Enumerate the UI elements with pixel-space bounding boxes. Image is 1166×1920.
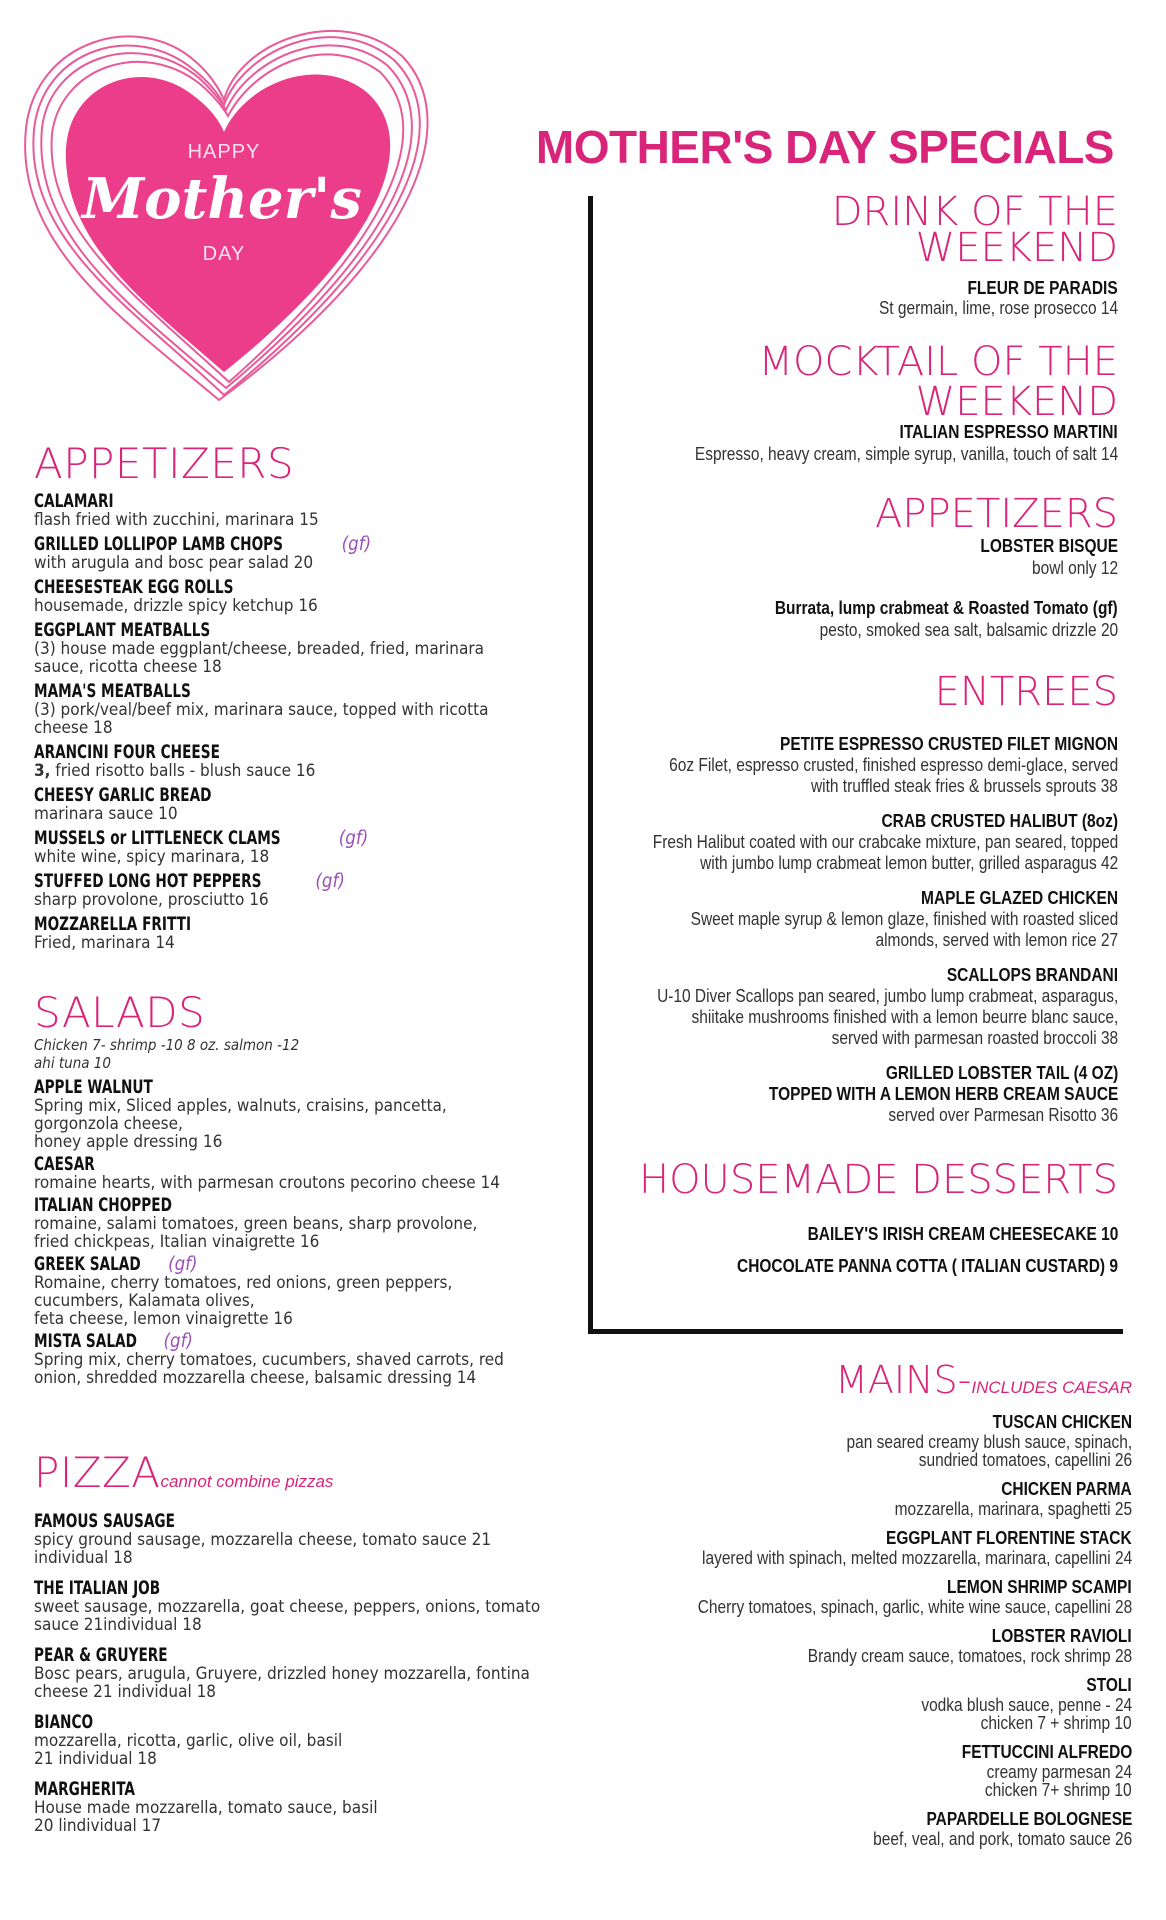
appetizer-name-text: MUSSELS or LITTLENECK CLAMS [34, 828, 281, 849]
appetizer-item [34, 743, 574, 780]
entree-desc [558, 909, 1118, 930]
salad-desc: Romaine, cherry tomatoes, red onions, green peppers, cucumbers, Kalamata olives, [34, 1273, 453, 1311]
main-item [612, 1528, 1132, 1567]
heart-mothers-text: Mother's [82, 166, 362, 232]
entree-desc-text: served with parmesan roasted broccoli 38 [831, 1028, 1118, 1048]
main-name [612, 1809, 1132, 1830]
entree-name-2-text: TOPPED WITH A LEMON HERB CREAM SAUCE [768, 1084, 1118, 1104]
drink-title-line1: DRINK OF THE [831, 189, 1118, 235]
pizza-name [34, 1713, 574, 1732]
appetizer-name-text: ARANCINI FOUR CHEESE [34, 742, 220, 763]
entree-desc-text: served over Parmesan Risotto 36 [888, 1105, 1118, 1125]
appetizer-item [34, 786, 574, 823]
appetizer-name-text: CALAMARI [34, 491, 114, 512]
main-desc-text: layered with spinach, melted mozzarella, marinara, capellini 24 [701, 1548, 1132, 1568]
pizza-name-text: THE ITALIAN JOB [34, 1578, 161, 1599]
salad-item [34, 1155, 574, 1192]
appetizer-desc [34, 511, 534, 529]
entree-desc-text: 6oz Filet, espresso crusted, finished espresso demi-glace, served [668, 755, 1118, 775]
main-item [612, 1742, 1132, 1799]
appetizer-desc-text: Fried, marinara 14 [34, 933, 175, 953]
pizza-name [34, 1512, 574, 1531]
appetizer-desc [34, 762, 534, 780]
main-item [612, 1809, 1132, 1848]
mocktail-title-line1: MOCKTAIL OF THE [758, 339, 1118, 385]
entree-desc-text: with jumbo lump crabmeat lemon butter, grilled asparagus 42 [699, 853, 1118, 873]
main-desc [612, 1433, 1132, 1451]
main-desc-text: pan seared creamy blush sauce, spinach, [846, 1432, 1132, 1452]
main-item [612, 1577, 1132, 1616]
appetizer-desc-text: white wine, spicy marinara, 18 [34, 847, 270, 867]
appetizer-name [34, 743, 574, 762]
main-desc-text: Cherry tomatoes, spinach, garlic, white wine sauce, capellini 28 [697, 1597, 1132, 1617]
salad-desc-2: fried chickpeas, Italian vinaigrette 16 [34, 1232, 320, 1252]
entree-name-2 [558, 1084, 1118, 1105]
pizza-name [34, 1780, 574, 1799]
main-desc-text: mozzarella, marinara, spaghetti 25 [894, 1499, 1132, 1519]
appetizer-desc-text: fried risotto balls - blush sauce 16 [50, 761, 316, 781]
pizza-item [34, 1512, 574, 1567]
main-item [612, 1412, 1132, 1469]
entree-desc [558, 986, 1118, 1007]
pizza-desc-2: 21 individual 18 [34, 1749, 157, 1769]
salad-name [34, 1155, 574, 1174]
main-name [612, 1742, 1132, 1763]
entree-desc [558, 1007, 1118, 1028]
salad-name [34, 1255, 574, 1274]
main-desc-text: chicken 7 + shrimp 10 [980, 1713, 1132, 1733]
gf-badge: (gf) [315, 871, 345, 892]
mocktail-name: ITALIAN ESPRESSO MARTINI [899, 422, 1118, 442]
drink-desc: St germain, lime, rose prosecco 14 [878, 298, 1118, 318]
entree-name-text: GRILLED LOBSTER TAIL (4 OZ) [885, 1063, 1118, 1083]
pizza-name [34, 1579, 574, 1598]
salad-name [34, 1078, 574, 1097]
main-name [612, 1626, 1132, 1647]
entree-desc-text: with truffled steak fries & brussels sprouts 38 [811, 776, 1118, 796]
entree-desc-text: Sweet maple syrup & lemon glaze, finished with roasted sliced [690, 909, 1118, 929]
salad-item [34, 1196, 574, 1251]
pizza-note: cannot combine pizzas [160, 1472, 334, 1491]
gf-badge: (gf) [341, 534, 372, 555]
main-desc [612, 1696, 1132, 1714]
entree-desc [558, 832, 1118, 853]
entree-name [558, 811, 1118, 832]
appetizer-item [34, 621, 574, 676]
gf-badge: (gf) [163, 1331, 193, 1352]
pizza-name-text: PEAR & GRUYERE [34, 1645, 168, 1666]
appetizer-name [34, 682, 574, 701]
entree-name [558, 888, 1118, 909]
pizza-name-text: FAMOUS SAUSAGE [34, 1511, 175, 1532]
mains-header [835, 1358, 1132, 1402]
appetizer-item [34, 872, 574, 909]
main-desc [612, 1598, 1132, 1616]
mains-list [612, 1412, 1132, 1858]
appetizer-name-text: MAMA'S MEATBALLS [34, 681, 191, 702]
mains-title: MAINS- [835, 1358, 972, 1402]
main-name [612, 1577, 1132, 1598]
mocktail-desc: Espresso, heavy cream, simple syrup, vanilla, touch of salt 14 [694, 444, 1118, 464]
salad-addons-line2: ahi tuna 10 [34, 1054, 111, 1072]
appetizer-item [34, 915, 574, 952]
entree-item [558, 888, 1118, 951]
main-name-text: EGGPLANT FLORENTINE STACK [886, 1528, 1132, 1548]
burrata-name: Burrata, lump crabmeat & Roasted Tomato (gf) [775, 598, 1118, 618]
main-name-text: LOBSTER RAVIOLI [992, 1626, 1132, 1646]
appetizers-title: APPETIZERS [34, 439, 295, 488]
main-item [612, 1675, 1132, 1732]
main-desc-text: creamy parmesan 24 [986, 1762, 1132, 1782]
salad-name-text: APPLE WALNUT [34, 1077, 153, 1098]
specials-title: MOTHER'S DAY SPECIALS [535, 121, 1114, 173]
entree-desc-text: Fresh Halibut coated with our crabcake mixture, pan seared, topped [652, 832, 1118, 852]
main-name [612, 1675, 1132, 1696]
main-desc [612, 1781, 1132, 1799]
burrata-desc: pesto, smoked sea salt, balsamic drizzle 20 [819, 620, 1118, 640]
main-desc-text: chicken 7+ shrimp 10 [985, 1780, 1132, 1800]
appetizer-desc [34, 554, 534, 572]
pizza-name-text: BIANCO [34, 1712, 94, 1733]
main-desc [612, 1647, 1132, 1665]
entree-name-text: CRAB CRUSTED HALIBUT (8oz) [881, 811, 1118, 831]
pizza-item [34, 1780, 574, 1835]
main-desc [612, 1763, 1132, 1781]
appetizer-name [34, 492, 574, 511]
salad-name-text: CAESAR [34, 1154, 95, 1175]
salad-item [34, 1255, 574, 1328]
pizza-header [34, 1448, 334, 1497]
drink-name: FLEUR DE PARADIS [967, 278, 1118, 298]
main-desc-text: vodka blush sauce, penne - 24 [921, 1695, 1132, 1715]
entree-name [558, 965, 1118, 986]
appetizer-name-text: CHEESESTEAK EGG ROLLS [34, 577, 234, 598]
entree-name-text: SCALLOPS BRANDANI [946, 965, 1118, 985]
lobster-bisque-desc: bowl only 12 [1031, 558, 1118, 578]
main-name-text: STOLI [1086, 1675, 1132, 1695]
entrees-list [558, 734, 1118, 1140]
appetizer-name-text: GRILLED LOLLIPOP LAMB CHOPS [34, 534, 284, 555]
salad-name-text: ITALIAN CHOPPED [34, 1195, 172, 1216]
main-desc [612, 1549, 1132, 1567]
appetizer-name [34, 829, 574, 848]
appetizer-item [34, 535, 574, 572]
entree-name [558, 734, 1118, 755]
main-name-text: PAPARDELLE BOLOGNESE [926, 1809, 1132, 1829]
appetizer-desc [34, 597, 534, 615]
appetizer-desc [34, 891, 534, 909]
dessert-cheesecake: BAILEY'S IRISH CREAM CHEESECAKE 10 [807, 1224, 1118, 1244]
appetizer-item [34, 492, 574, 529]
lobster-bisque-name: LOBSTER BISQUE [980, 536, 1118, 556]
appetizer-desc [34, 848, 534, 866]
appetizer-desc-bold: 3, [34, 761, 51, 781]
appetizer-desc [34, 640, 534, 676]
salad-desc: romaine hearts, with parmesan croutons pecorino cheese 14 [34, 1173, 500, 1193]
main-name-text: CHICKEN PARMA [1001, 1479, 1132, 1499]
main-name-text: LEMON SHRIMP SCAMPI [947, 1577, 1132, 1597]
appetizer-desc-text: (3) pork/veal/beef mix, marinara sauce, topped with ricotta cheese 18 [34, 700, 489, 738]
pizza-desc: spicy ground sausage, mozzarella cheese, tomato sauce 21 individual 18 [34, 1530, 492, 1568]
main-desc [612, 1714, 1132, 1732]
main-name [612, 1479, 1132, 1500]
entree-desc [558, 1028, 1118, 1049]
salad-name [34, 1196, 574, 1215]
main-item [612, 1479, 1132, 1518]
pizza-name [34, 1646, 574, 1665]
main-name-text: FETTUCCINI ALFREDO [961, 1742, 1132, 1762]
appetizer-name [34, 872, 574, 891]
pizza-item [34, 1646, 574, 1701]
entree-desc [558, 853, 1118, 874]
salad-name-text: GREEK SALAD [34, 1254, 141, 1275]
appetizer-name [34, 535, 574, 554]
heart-happy-text: HAPPY [187, 141, 261, 163]
drink-title-line2: WEEKEND [915, 225, 1118, 271]
pizza-desc: House made mozzarella, tomato sauce, basil [34, 1798, 378, 1818]
main-desc [612, 1500, 1132, 1518]
main-desc [612, 1451, 1132, 1469]
appetizer-item [34, 682, 574, 737]
salad-desc-2: feta cheese, lemon vinaigrette 16 [34, 1309, 293, 1329]
appetizer-item [34, 578, 574, 615]
desserts-title: HOUSEMADE DESSERTS [638, 1157, 1118, 1203]
main-name-text: TUSCAN CHICKEN [992, 1412, 1132, 1432]
salad-desc: Spring mix, cherry tomatoes, cucumbers, shaved carrots, red onion, shredded mozzarella cheese, balsamic dressing 14 [34, 1350, 504, 1388]
salad-addons [34, 1036, 574, 1072]
appetizer-desc [34, 934, 534, 952]
entree-desc-text: U-10 Diver Scallops pan seared, jumbo lump crabmeat, asparagus, [656, 986, 1118, 1006]
appetizers-list [34, 492, 574, 958]
appetizer-desc-text: marinara sauce 10 [34, 804, 178, 824]
salad-item [34, 1078, 574, 1151]
pizza-item [34, 1579, 574, 1634]
heart-day-text: DAY [202, 243, 246, 265]
salads-title: SALADS [34, 988, 206, 1037]
appetizer-name [34, 621, 574, 640]
entree-desc [558, 1105, 1118, 1126]
pizza-desc: mozzarella, ricotta, garlic, olive oil, basil [34, 1731, 343, 1751]
pizza-list [34, 1512, 574, 1847]
appetizer-name-text: STUFFED LONG HOT PEPPERS [34, 871, 262, 892]
salad-name-text: MISTA SALAD [34, 1331, 137, 1352]
appetizer-desc-text: with arugula and bosc pear salad 20 [34, 553, 314, 573]
main-name [612, 1412, 1132, 1433]
main-desc-text: beef, veal, and pork, tomato sauce 26 [872, 1829, 1132, 1849]
pizza-item [34, 1713, 574, 1768]
main-item [612, 1626, 1132, 1665]
appetizer-desc [34, 701, 534, 737]
salad-addons-line1: Chicken 7- shrimp -10 8 oz. salmon -12 [34, 1036, 300, 1054]
entree-name-text: PETITE ESPRESSO CRUSTED FILET MIGNON [779, 734, 1118, 754]
appetizer-name-text: CHEESY GARLIC BREAD [34, 785, 212, 806]
main-desc-text: Brandy cream sauce, tomatoes, rock shrimp 28 [807, 1646, 1132, 1666]
entree-name-text: MAPLE GLAZED CHICKEN [921, 888, 1118, 908]
main-desc-text: sundried tomatoes, capellini 26 [918, 1450, 1132, 1470]
entree-item [558, 811, 1118, 874]
salad-desc: Spring mix, Sliced apples, walnuts, craisins, pancetta, gorgonzola cheese, [34, 1096, 447, 1134]
salad-desc: romaine, salami tomatoes, green beans, sharp provolone, [34, 1214, 478, 1234]
specials-appetizers-title: APPETIZERS [875, 491, 1118, 537]
pizza-desc: Bosc pears, arugula, Gruyere, drizzled honey mozzarella, fontina cheese 21 individual 18 [34, 1664, 530, 1702]
entree-desc [558, 776, 1118, 797]
salad-name [34, 1332, 574, 1351]
appetizer-item [34, 829, 574, 866]
appetizer-name-text: MOZZARELLA FRITTI [34, 914, 192, 935]
pizza-title: PIZZA [34, 1448, 161, 1497]
main-desc [612, 1830, 1132, 1848]
appetizer-desc-text: housemade, drizzle spicy ketchup 16 [34, 596, 318, 616]
pizza-desc: sweet sausage, mozzarella, goat cheese, peppers, onions, tomato sauce 21individual 18 [34, 1597, 541, 1635]
mocktail-title-line2: WEEKEND [915, 379, 1118, 425]
salad-item [34, 1332, 574, 1387]
entree-desc-text: almonds, served with lemon rice 27 [875, 930, 1118, 950]
mains-subtitle: INCLUDES CAESAR [971, 1378, 1132, 1397]
entrees-title: ENTREES [934, 669, 1118, 715]
appetizer-desc-text: (3) house made eggplant/cheese, breaded, fried, marinara sauce, ricotta cheese 18 [34, 639, 485, 677]
entree-desc [558, 755, 1118, 776]
gf-badge: (gf) [338, 828, 369, 849]
salad-desc-2: honey apple dressing 16 [34, 1132, 223, 1152]
entree-item [558, 1063, 1118, 1126]
main-name [612, 1528, 1132, 1549]
appetizer-name [34, 578, 574, 597]
happy-mothers-day-heart-logo [14, 10, 434, 405]
entree-item [558, 965, 1118, 1049]
appetizer-name [34, 915, 574, 934]
entree-desc [558, 930, 1118, 951]
appetizer-name [34, 786, 574, 805]
appetizer-desc-text: flash fried with zucchini, marinara 15 [34, 510, 319, 530]
salads-list [34, 1078, 574, 1391]
entree-desc-text: shiitake mushrooms finished with a lemon beurre blanc sauce, [691, 1007, 1118, 1027]
pizza-desc-2: 20 lindividual 17 [34, 1816, 162, 1836]
pizza-name-text: MARGHERITA [34, 1779, 135, 1800]
dessert-panna-cotta: CHOCOLATE PANNA COTTA ( ITALIAN CUSTARD) 9 [737, 1256, 1118, 1276]
appetizer-desc [34, 805, 534, 823]
entree-name [558, 1063, 1118, 1084]
appetizer-name-text: EGGPLANT MEATBALLS [34, 620, 211, 641]
appetizer-desc-text: sharp provolone, prosciutto 16 [34, 890, 269, 910]
gf-badge: (gf) [168, 1254, 198, 1275]
entree-item [558, 734, 1118, 797]
